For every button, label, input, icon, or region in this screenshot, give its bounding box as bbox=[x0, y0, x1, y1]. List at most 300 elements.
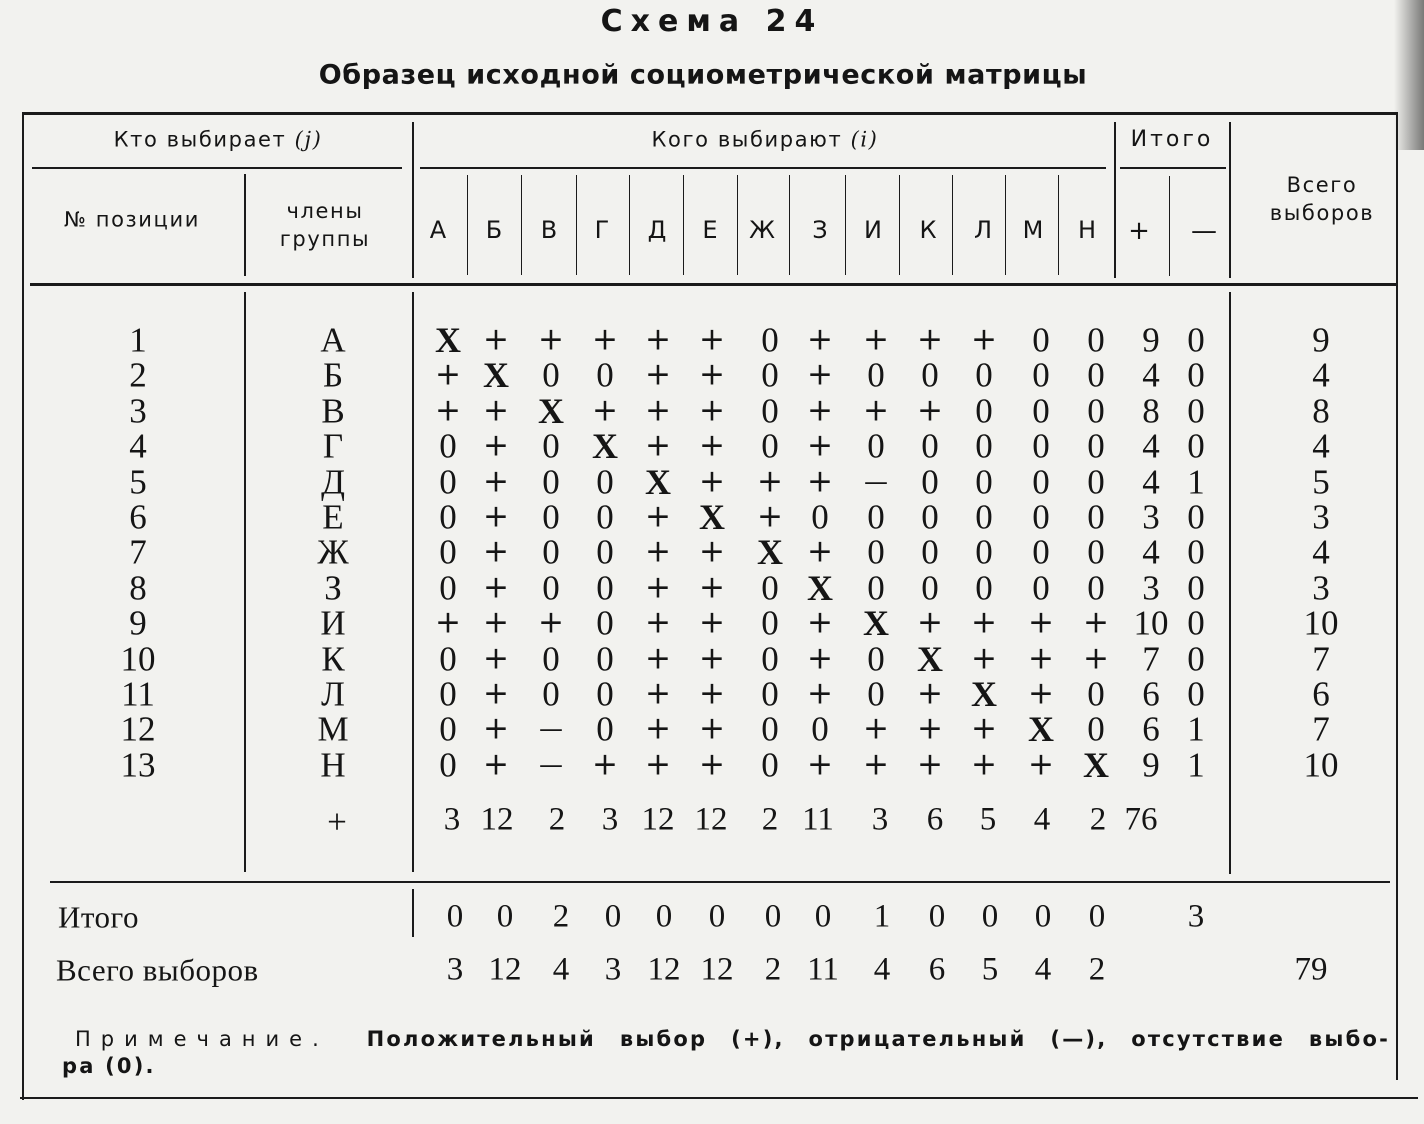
row-plus-total: 9 bbox=[1142, 320, 1160, 360]
total-row-value: 3 bbox=[604, 951, 622, 988]
group-member: Ж bbox=[317, 532, 349, 572]
row-plus-total: 9 bbox=[1142, 745, 1160, 785]
row-minus-total: 1 bbox=[1187, 709, 1205, 749]
matrix-cell-r10-c13: + bbox=[1083, 640, 1109, 677]
plus-row-value: 2 bbox=[1089, 801, 1107, 838]
minus-row-value: 0 bbox=[1088, 898, 1106, 935]
column-divider bbox=[683, 175, 684, 275]
plus-row-value: 11 bbox=[802, 801, 834, 838]
matrix-cell-r3-c4: + bbox=[592, 392, 618, 429]
matrix-cell-r2-c11: 0 bbox=[975, 355, 993, 395]
whom-chosen-header bbox=[651, 127, 879, 152]
matrix-cell-r1-c5: + bbox=[645, 321, 671, 358]
matrix-cell-r10-c6: + bbox=[699, 640, 725, 677]
matrix-cell-r11-c8: + bbox=[807, 675, 833, 712]
matrix-cell-r11-c13: 0 bbox=[1087, 674, 1105, 714]
who-chooses-label: Кто выбирает bbox=[113, 127, 287, 152]
total-row-grand-total: 79 bbox=[1294, 951, 1328, 988]
group-member: Е bbox=[322, 497, 344, 537]
matrix-cell-r11-c5: + bbox=[645, 675, 671, 712]
matrix-cell-r8-c10: 0 bbox=[921, 568, 939, 608]
matrix-cell-r4-c4: X bbox=[592, 426, 618, 467]
matrix-cell-r2-c13: 0 bbox=[1087, 355, 1105, 395]
matrix-cell-r6-c3: 0 bbox=[542, 497, 560, 537]
column-divider bbox=[521, 175, 522, 275]
matrix-cell-r5-c6: + bbox=[699, 463, 725, 500]
matrix-cell-r6-c6: X bbox=[699, 497, 725, 537]
plus-row-value: 3 bbox=[871, 801, 889, 838]
matrix-cell-r7-c8: + bbox=[807, 533, 833, 570]
matrix-cell-r1-c13: 0 bbox=[1087, 320, 1105, 360]
plus-row-value: 4 bbox=[1033, 801, 1051, 838]
matrix-cell-r12-c13: 0 bbox=[1087, 709, 1105, 749]
table-right-border bbox=[1396, 112, 1398, 1080]
row-all-choices: 4 bbox=[1312, 532, 1330, 572]
total-row-value: 12 bbox=[700, 951, 734, 988]
minus-row-total: 3 bbox=[1187, 898, 1205, 935]
matrix-cell-r3-c12: 0 bbox=[1032, 391, 1050, 431]
scan-edge-shadow bbox=[1394, 0, 1424, 150]
minus-row-value: 0 bbox=[981, 898, 999, 935]
matrix-cell-r7-c2: + bbox=[483, 533, 509, 570]
row-all-choices: 6 bbox=[1312, 674, 1330, 714]
note-text-1: Положительный выбор (+), отрицательный (—), отсутствие выбо- bbox=[366, 1027, 1390, 1051]
row-all-choices: 3 bbox=[1312, 568, 1330, 608]
matrix-cell-r6-c1: 0 bbox=[439, 497, 457, 537]
matrix-cell-r8-c11: 0 bbox=[975, 568, 993, 608]
row-all-choices: 3 bbox=[1312, 497, 1330, 537]
matrix-cell-r13-c9: + bbox=[863, 746, 889, 783]
total-row-value: 6 bbox=[928, 951, 946, 988]
matrix-cell-r8-c5: + bbox=[645, 569, 671, 606]
matrix-cell-r7-c4: 0 bbox=[596, 532, 614, 572]
who-chooses-variable: (j) bbox=[294, 127, 323, 152]
group-member: З bbox=[324, 568, 342, 608]
column-header-2: Б bbox=[485, 216, 503, 244]
plus-row-value: 12 bbox=[694, 801, 728, 838]
matrix-cell-r1-c8: + bbox=[807, 321, 833, 358]
column-divider bbox=[899, 175, 900, 275]
divider-position-body bbox=[244, 292, 246, 872]
group-member: Б bbox=[322, 355, 344, 395]
total-row-value: 4 bbox=[552, 951, 570, 988]
position-number: 1 bbox=[129, 320, 147, 360]
position-number: 3 bbox=[129, 391, 147, 431]
column-header-9: И bbox=[864, 216, 882, 244]
row-plus-total: 3 bbox=[1142, 497, 1160, 537]
minus-row-value: 0 bbox=[655, 898, 673, 935]
matrix-cell-r7-c7: X bbox=[757, 532, 783, 573]
matrix-cell-r13-c7: 0 bbox=[761, 745, 779, 785]
row-minus-total: 1 bbox=[1187, 745, 1205, 785]
column-header-4: Г bbox=[594, 216, 610, 244]
matrix-cell-r5-c4: 0 bbox=[596, 462, 614, 502]
row-minus-total: 0 bbox=[1187, 532, 1205, 572]
matrix-cell-r2-c10: 0 bbox=[921, 355, 939, 395]
matrix-cell-r7-c5: + bbox=[645, 533, 671, 570]
divider-plus-minus-header bbox=[1169, 176, 1170, 276]
position-number: 11 bbox=[121, 674, 155, 714]
matrix-cell-r8-c8: X bbox=[807, 567, 833, 608]
matrix-cell-r6-c7: + bbox=[757, 498, 783, 535]
matrix-cell-r4-c6: + bbox=[699, 427, 725, 464]
divider-matrix-summary bbox=[412, 889, 414, 937]
matrix-cell-r1-c4: + bbox=[592, 321, 618, 358]
group-member: К bbox=[321, 639, 345, 679]
row-all-choices: 5 bbox=[1312, 462, 1330, 502]
matrix-cell-r11-c11: X bbox=[971, 674, 997, 714]
row-plus-total: 4 bbox=[1142, 462, 1160, 502]
group-member: Л bbox=[321, 674, 345, 714]
total-row-value: 12 bbox=[647, 951, 681, 988]
row-plus-total: 6 bbox=[1142, 709, 1160, 749]
matrix-cell-r2-c5: + bbox=[645, 356, 671, 393]
note-line-1 bbox=[75, 1029, 1390, 1050]
matrix-cell-r6-c11: 0 bbox=[975, 497, 993, 537]
column-divider bbox=[467, 175, 468, 275]
group-members-header: члены группы bbox=[279, 199, 371, 251]
row-plus-total: 4 bbox=[1142, 355, 1160, 395]
group-member: М bbox=[317, 709, 349, 749]
minus-row-value: 1 bbox=[873, 898, 891, 935]
minus-row-value: 0 bbox=[708, 898, 726, 935]
matrix-cell-r2-c6: + bbox=[699, 356, 725, 393]
matrix-cell-r11-c2: + bbox=[483, 675, 509, 712]
matrix-cell-r5-c8: + bbox=[807, 463, 833, 500]
matrix-cell-r8-c4: 0 bbox=[596, 568, 614, 608]
matrix-cell-r4-c9: 0 bbox=[867, 426, 885, 466]
row-minus-total: 0 bbox=[1187, 497, 1205, 537]
row-all-choices: 4 bbox=[1312, 355, 1330, 395]
position-number: 7 bbox=[129, 532, 147, 572]
total-row-value: 11 bbox=[807, 951, 839, 988]
matrix-cell-r6-c9: 0 bbox=[867, 497, 885, 537]
matrix-cell-r3-c11: 0 bbox=[975, 391, 993, 431]
matrix-cell-r10-c10: X bbox=[917, 638, 943, 679]
summary-rule bbox=[50, 881, 1390, 883]
matrix-cell-r12-c3: — bbox=[539, 715, 563, 744]
matrix-cell-r12-c9: + bbox=[863, 710, 889, 747]
matrix-cell-r9-c2: + bbox=[483, 604, 509, 641]
matrix-cell-r10-c2: + bbox=[483, 640, 509, 677]
matrix-cell-r8-c6: + bbox=[699, 569, 725, 606]
total-header-rule bbox=[1120, 167, 1226, 169]
divider-all-header bbox=[1229, 122, 1231, 278]
table-bottom-border bbox=[20, 1097, 1418, 1099]
matrix-cell-r5-c11: 0 bbox=[975, 462, 993, 502]
matrix-cell-r12-c1: 0 bbox=[439, 709, 457, 749]
plus-row-value: 3 bbox=[601, 801, 619, 838]
row-all-choices: 7 bbox=[1312, 639, 1330, 679]
matrix-cell-r4-c13: 0 bbox=[1087, 426, 1105, 466]
table-top-border bbox=[22, 112, 1398, 115]
matrix-cell-r12-c4: 0 bbox=[596, 709, 614, 749]
row-minus-total: 0 bbox=[1187, 391, 1205, 431]
plus-row-value: 5 bbox=[979, 801, 997, 838]
column-header-5: Д bbox=[647, 216, 667, 244]
matrix-cell-r9-c11: + bbox=[971, 604, 997, 641]
matrix-cell-r6-c4: 0 bbox=[596, 497, 614, 537]
matrix-cell-r7-c10: 0 bbox=[921, 532, 939, 572]
matrix-cell-r11-c6: + bbox=[699, 675, 725, 712]
matrix-cell-r9-c6: + bbox=[699, 604, 725, 641]
matrix-cell-r9-c8: + bbox=[807, 604, 833, 641]
matrix-cell-r9-c3: + bbox=[538, 604, 564, 641]
matrix-cell-r10-c4: 0 bbox=[596, 639, 614, 679]
all-choices-header: Всего выборов bbox=[1269, 173, 1375, 225]
scheme-subtitle: Образец исходной социометрической матрицы bbox=[318, 59, 1088, 91]
position-number: 2 bbox=[129, 355, 147, 395]
matrix-cell-r2-c3: 0 bbox=[542, 355, 560, 395]
matrix-cell-r10-c9: 0 bbox=[867, 639, 885, 679]
matrix-cell-r8-c9: 0 bbox=[867, 568, 885, 608]
plus-row-value: 12 bbox=[641, 801, 675, 838]
row-plus-total: 4 bbox=[1142, 426, 1160, 466]
row-minus-total: 0 bbox=[1187, 674, 1205, 714]
row-all-choices: 4 bbox=[1312, 426, 1330, 466]
matrix-cell-r13-c2: + bbox=[483, 746, 509, 783]
minus-row-value: 0 bbox=[496, 898, 514, 935]
matrix-cell-r9-c7: 0 bbox=[761, 603, 779, 643]
matrix-cell-r11-c7: 0 bbox=[761, 674, 779, 714]
row-minus-total: 0 bbox=[1187, 603, 1205, 643]
matrix-cell-r7-c1: 0 bbox=[439, 532, 457, 572]
total-row-value: 4 bbox=[1034, 951, 1052, 988]
divider-total-header bbox=[1114, 122, 1116, 278]
matrix-cell-r9-c12: + bbox=[1028, 604, 1054, 641]
matrix-cell-r7-c13: 0 bbox=[1087, 532, 1105, 572]
position-number: 12 bbox=[120, 709, 156, 749]
plus-row-value: 12 bbox=[480, 801, 514, 838]
group-member: Д bbox=[321, 462, 345, 502]
matrix-cell-r13-c1: 0 bbox=[439, 745, 457, 785]
minus-row-value: 0 bbox=[446, 898, 464, 935]
matrix-cell-r4-c2: + bbox=[483, 427, 509, 464]
matrix-cell-r3-c10: + bbox=[917, 392, 943, 429]
row-all-choices: 7 bbox=[1312, 709, 1330, 749]
column-header-10: К bbox=[919, 216, 937, 244]
matrix-cell-r1-c9: + bbox=[863, 321, 889, 358]
matrix-cell-r13-c4: + bbox=[592, 746, 618, 783]
matrix-cell-r8-c1: 0 bbox=[439, 568, 457, 608]
matrix-cell-r10-c3: 0 bbox=[542, 639, 560, 679]
matrix-cell-r5-c13: 0 bbox=[1087, 462, 1105, 502]
column-header-11: Л bbox=[973, 216, 993, 244]
matrix-cell-r1-c1: X bbox=[435, 320, 461, 360]
row-minus-total: 0 bbox=[1187, 568, 1205, 608]
matrix-cell-r7-c6: + bbox=[699, 533, 725, 570]
group-member: А bbox=[320, 320, 346, 360]
matrix-cell-r9-c13: + bbox=[1083, 604, 1109, 641]
total-header: Итого bbox=[1130, 127, 1214, 152]
row-minus-total: 0 bbox=[1187, 426, 1205, 466]
total-row-value: 4 bbox=[873, 951, 891, 988]
matrix-cell-r9-c10: + bbox=[917, 604, 943, 641]
column-header-3: В bbox=[540, 216, 558, 244]
group-member: Г bbox=[322, 426, 344, 466]
scheme-title: Схема 24 bbox=[600, 4, 824, 39]
matrix-cell-r12-c6: + bbox=[699, 710, 725, 747]
column-header-8: З bbox=[812, 216, 828, 244]
total-row-value: 5 bbox=[981, 951, 999, 988]
column-divider bbox=[576, 175, 577, 275]
matrix-cell-r2-c2: X bbox=[483, 355, 509, 396]
matrix-cell-r1-c12: 0 bbox=[1032, 320, 1050, 360]
matrix-cell-r11-c3: 0 bbox=[542, 674, 560, 714]
column-divider bbox=[737, 175, 738, 275]
row-all-choices: 10 bbox=[1303, 603, 1339, 643]
row-all-choices: 9 bbox=[1312, 320, 1330, 360]
column-divider bbox=[952, 175, 953, 275]
matrix-cell-r3-c1: + bbox=[435, 392, 461, 429]
column-divider bbox=[1058, 175, 1059, 275]
matrix-cell-r12-c7: 0 bbox=[761, 709, 779, 749]
matrix-cell-r12-c8: 0 bbox=[811, 709, 829, 749]
row-minus-total: 0 bbox=[1187, 639, 1205, 679]
divider-all-body bbox=[1229, 292, 1231, 874]
matrix-cell-r6-c12: 0 bbox=[1032, 497, 1050, 537]
matrix-cell-r3-c13: 0 bbox=[1087, 391, 1105, 431]
position-number: 10 bbox=[120, 639, 156, 679]
minus-row-value: 2 bbox=[552, 898, 570, 935]
divider-matrix-header bbox=[412, 122, 414, 278]
matrix-cell-r12-c10: + bbox=[917, 710, 943, 747]
chooser-header-rule bbox=[32, 167, 402, 169]
note-label: Примечание. bbox=[75, 1027, 329, 1051]
minus-row-value: 0 bbox=[1034, 898, 1052, 935]
row-minus-total: 1 bbox=[1187, 462, 1205, 502]
minus-row-label: Итого bbox=[58, 899, 139, 935]
group-member: В bbox=[321, 391, 345, 431]
matrix-cell-r13-c6: + bbox=[699, 746, 725, 783]
matrix-cell-r11-c1: 0 bbox=[439, 674, 457, 714]
matrix-cell-r5-c3: 0 bbox=[542, 462, 560, 502]
who-chooses-header bbox=[113, 127, 323, 152]
matrix-cell-r7-c11: 0 bbox=[975, 532, 993, 572]
matrix-cell-r13-c5: + bbox=[645, 746, 671, 783]
position-number: 5 bbox=[129, 462, 147, 502]
matrix-cell-r10-c1: 0 bbox=[439, 639, 457, 679]
matrix-cell-r9-c1: + bbox=[435, 604, 461, 641]
matrix-cell-r11-c4: 0 bbox=[596, 674, 614, 714]
matrix-cell-r5-c9: — bbox=[864, 467, 888, 496]
plus-row-label: + bbox=[327, 802, 347, 842]
position-number: 6 bbox=[129, 497, 147, 537]
matrix-cell-r12-c11: + bbox=[971, 710, 997, 747]
matrix-cell-r10-c7: 0 bbox=[761, 639, 779, 679]
column-divider bbox=[789, 175, 790, 275]
matrix-cell-r11-c12: + bbox=[1028, 675, 1054, 712]
row-plus-total: 6 bbox=[1142, 674, 1160, 714]
matrix-cell-r12-c12: X bbox=[1028, 709, 1054, 750]
matrix-cell-r13-c8: + bbox=[807, 746, 833, 783]
divider-matrix-body bbox=[412, 292, 414, 872]
matrix-cell-r6-c5: + bbox=[645, 498, 671, 535]
total-row-value: 2 bbox=[1088, 951, 1106, 988]
matrix-cell-r11-c10: + bbox=[917, 675, 943, 712]
matrix-cell-r3-c6: + bbox=[699, 392, 725, 429]
matrix-cell-r11-c9: 0 bbox=[867, 674, 885, 714]
group-member: Н bbox=[320, 745, 346, 785]
matrix-cell-r2-c12: 0 bbox=[1032, 355, 1050, 395]
whom-chosen-label: Кого выбирают bbox=[651, 127, 843, 152]
plus-row-value: 3 bbox=[443, 801, 461, 838]
matrix-cell-r1-c6: + bbox=[699, 321, 725, 358]
matrix-cell-r2-c7: 0 bbox=[761, 355, 779, 395]
position-number: 13 bbox=[120, 745, 156, 785]
minus-row-value: 0 bbox=[814, 898, 832, 935]
matrix-cell-r5-c2: + bbox=[483, 463, 509, 500]
matrix-cell-r4-c11: 0 bbox=[975, 426, 993, 466]
plus-row-value: 2 bbox=[548, 801, 566, 838]
matrix-cell-r4-c8: + bbox=[807, 427, 833, 464]
table-left-border bbox=[22, 112, 24, 1100]
matrix-cell-r13-c12: + bbox=[1028, 746, 1054, 783]
matrix-cell-r10-c11: + bbox=[971, 640, 997, 677]
matrix-cell-r3-c9: + bbox=[863, 392, 889, 429]
matrix-cell-r4-c5: + bbox=[645, 427, 671, 464]
matrix-cell-r5-c5: X bbox=[645, 461, 671, 502]
matrix-cell-r8-c3: 0 bbox=[542, 568, 560, 608]
column-divider bbox=[1005, 175, 1006, 275]
matrix-cell-r10-c5: + bbox=[645, 640, 671, 677]
matrix-cell-r6-c10: 0 bbox=[921, 497, 939, 537]
matrix-cell-r2-c9: 0 bbox=[867, 355, 885, 395]
row-all-choices: 10 bbox=[1303, 745, 1339, 785]
column-header-12: М bbox=[1022, 216, 1044, 244]
matrix-cell-r1-c7: 0 bbox=[761, 320, 779, 360]
matrix-cell-r5-c7: + bbox=[757, 463, 783, 500]
matrix-cell-r4-c12: 0 bbox=[1032, 426, 1050, 466]
matrix-cell-r5-c12: 0 bbox=[1032, 462, 1050, 502]
matrix-cell-r13-c11: + bbox=[971, 746, 997, 783]
matrix-cell-r9-c9: X bbox=[863, 603, 889, 644]
matrix-cell-r2-c8: + bbox=[807, 356, 833, 393]
matrix-cell-r3-c5: + bbox=[645, 392, 671, 429]
row-plus-total: 3 bbox=[1142, 568, 1160, 608]
row-plus-total: 4 bbox=[1142, 532, 1160, 572]
matrix-cell-r8-c7: 0 bbox=[761, 568, 779, 608]
matrix-cell-r1-c10: + bbox=[917, 321, 943, 358]
note-line-2: ра (0). bbox=[62, 1054, 156, 1078]
matrix-cell-r2-c4: 0 bbox=[596, 355, 614, 395]
matrix-cell-r6-c13: 0 bbox=[1087, 497, 1105, 537]
matrix-cell-r13-c3: — bbox=[539, 750, 563, 779]
column-divider bbox=[845, 175, 846, 275]
column-header-13: Н bbox=[1077, 216, 1097, 244]
total-minus-header: — bbox=[1191, 216, 1217, 246]
matrix-cell-r8-c13: 0 bbox=[1087, 568, 1105, 608]
matrix-cell-r3-c8: + bbox=[807, 392, 833, 429]
matrix-cell-r6-c8: 0 bbox=[811, 497, 829, 537]
matrix-cell-r10-c12: + bbox=[1028, 640, 1054, 677]
row-minus-total: 0 bbox=[1187, 320, 1205, 360]
row-minus-total: 0 bbox=[1187, 355, 1205, 395]
plus-row-value: 2 bbox=[761, 801, 779, 838]
position-number: 9 bbox=[129, 603, 147, 643]
matrix-cell-r2-c1: + bbox=[435, 356, 461, 393]
matrix-cell-r7-c9: 0 bbox=[867, 532, 885, 572]
row-all-choices: 8 bbox=[1312, 391, 1330, 431]
matrix-cell-r9-c5: + bbox=[645, 604, 671, 641]
position-number: 4 bbox=[129, 426, 147, 466]
column-header-7: Ж bbox=[749, 216, 775, 244]
matrix-cell-r4-c10: 0 bbox=[921, 426, 939, 466]
matrix-cell-r13-c13: X bbox=[1083, 744, 1109, 785]
chosen-header-rule bbox=[420, 167, 1106, 169]
total-row-label: Всего выборов bbox=[56, 952, 259, 988]
matrix-cell-r1-c11: + bbox=[971, 321, 997, 358]
